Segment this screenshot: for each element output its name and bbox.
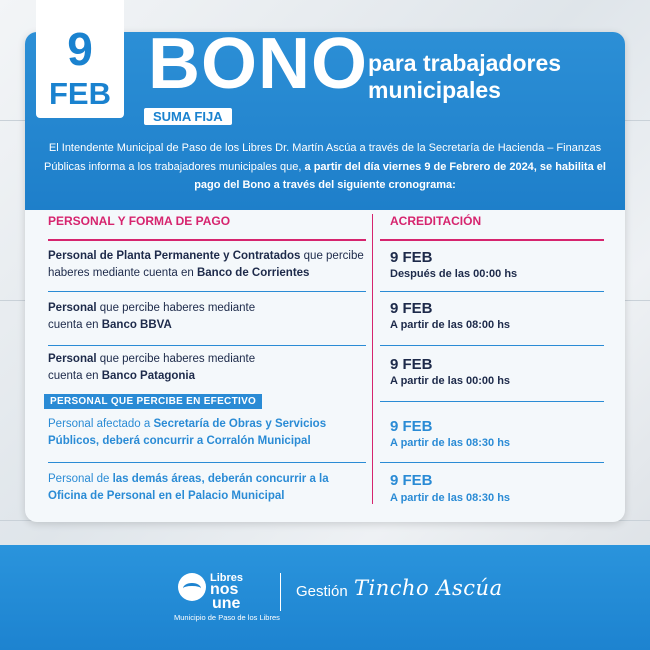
row-separator	[380, 462, 604, 463]
cash-section-label: PERSONAL QUE PERCIBE EN EFECTIVO	[44, 394, 262, 409]
row-2-part-3: Banco BBVA	[101, 319, 172, 331]
cash-row-1-part-1: Personal afectado a	[48, 418, 154, 430]
header-underline-left	[48, 239, 366, 241]
date-day: 9	[67, 23, 93, 75]
subtitle-line1: para trabajadores	[368, 50, 562, 76]
cash-row-2-date: 9 FEB	[390, 472, 433, 489]
row-3-date: 9 FEB	[390, 356, 433, 373]
gestion-label: Gestión	[296, 583, 348, 600]
cash-row-2-part-2: las demás áreas, deberán concurrir a la Oficina de Personal en el Palacio Municipal	[48, 473, 329, 502]
row-3-time: A partir de las 00:00 hs	[390, 375, 511, 387]
intro-text	[35, 139, 615, 195]
row-2-description	[48, 300, 278, 334]
row-1-part-2: que percibe haberes mediante cuenta en	[48, 250, 364, 279]
row-2-part-2: que percibe haberes mediante cuenta en	[48, 302, 256, 331]
row-1-part-1: Personal de Planta Permanente y Contratados	[48, 250, 301, 262]
row-2-part-1: Personal	[48, 302, 97, 314]
intro-bold: a partir del día viernes 9 de Febrero de 2024, se habilita el pago del Bono a través del siguiente cronograma:	[194, 160, 606, 191]
date-box	[36, 0, 124, 118]
row-separator	[48, 291, 366, 292]
cash-row-1-time: A partir de las 08:30 hs	[390, 437, 511, 449]
logo-wave-icon	[183, 583, 201, 594]
footer-divider	[280, 573, 281, 611]
date-month: FEB	[49, 76, 111, 111]
subtitle-line2: municipales	[368, 77, 501, 103]
header-underline-right	[380, 239, 604, 241]
row-3-description	[48, 351, 278, 385]
row-1-date: 9 FEB	[390, 249, 433, 266]
row-separator	[48, 462, 366, 463]
column-header-acreditacion: ACREDITACIÓN	[390, 214, 482, 228]
row-separator	[380, 291, 604, 292]
row-separator	[380, 401, 604, 402]
row-1-part-3: Banco de Corrientes	[196, 267, 310, 279]
suma-fija-badge: SUMA FIJA	[144, 108, 232, 125]
logo-text-libres: Libres	[210, 572, 244, 584]
row-3-part-2: que percibe haberes mediante cuenta en	[48, 353, 256, 382]
intro-normal: El Intendente Municipal de Paso de los Libres Dr. Martín Ascúa a través de la Secretaría de Hacienda – Finanzas Públicas informa a los trabajadores municipales que,	[44, 142, 602, 173]
row-3-part-3: Banco Patagonia	[101, 370, 196, 382]
row-separator	[48, 345, 366, 346]
subtitle	[368, 50, 598, 104]
logo-caption: Municipio de Paso de los Libres	[174, 613, 280, 622]
cash-row-2-description	[48, 471, 348, 505]
cash-row-1-part-2: Secretaría de Obras y Servicios Públicos, deberá concurrir a Corralón Municipal	[48, 418, 327, 447]
logo-text-une: une	[212, 595, 241, 612]
column-divider	[372, 214, 373, 504]
bono-title: BONO	[148, 24, 368, 104]
column-header-personal: PERSONAL Y FORMA DE PAGO	[48, 214, 231, 228]
cash-row-1-description	[48, 416, 348, 450]
row-1-time: Después de las 00:00 hs	[390, 268, 518, 280]
cash-row-2-time: A partir de las 08:30 hs	[390, 492, 511, 504]
cash-row-2-part-1: Personal de	[48, 473, 113, 485]
row-3-part-1: Personal	[48, 353, 97, 365]
logo-text-nos: nos	[210, 581, 239, 598]
row-2-date: 9 FEB	[390, 300, 433, 317]
row-1-description	[48, 248, 366, 282]
signature-logo: Tincho Ascúa	[354, 576, 503, 600]
row-2-time: A partir de las 08:00 hs	[390, 319, 511, 331]
cash-row-1-date: 9 FEB	[390, 418, 433, 435]
row-separator	[380, 345, 604, 346]
